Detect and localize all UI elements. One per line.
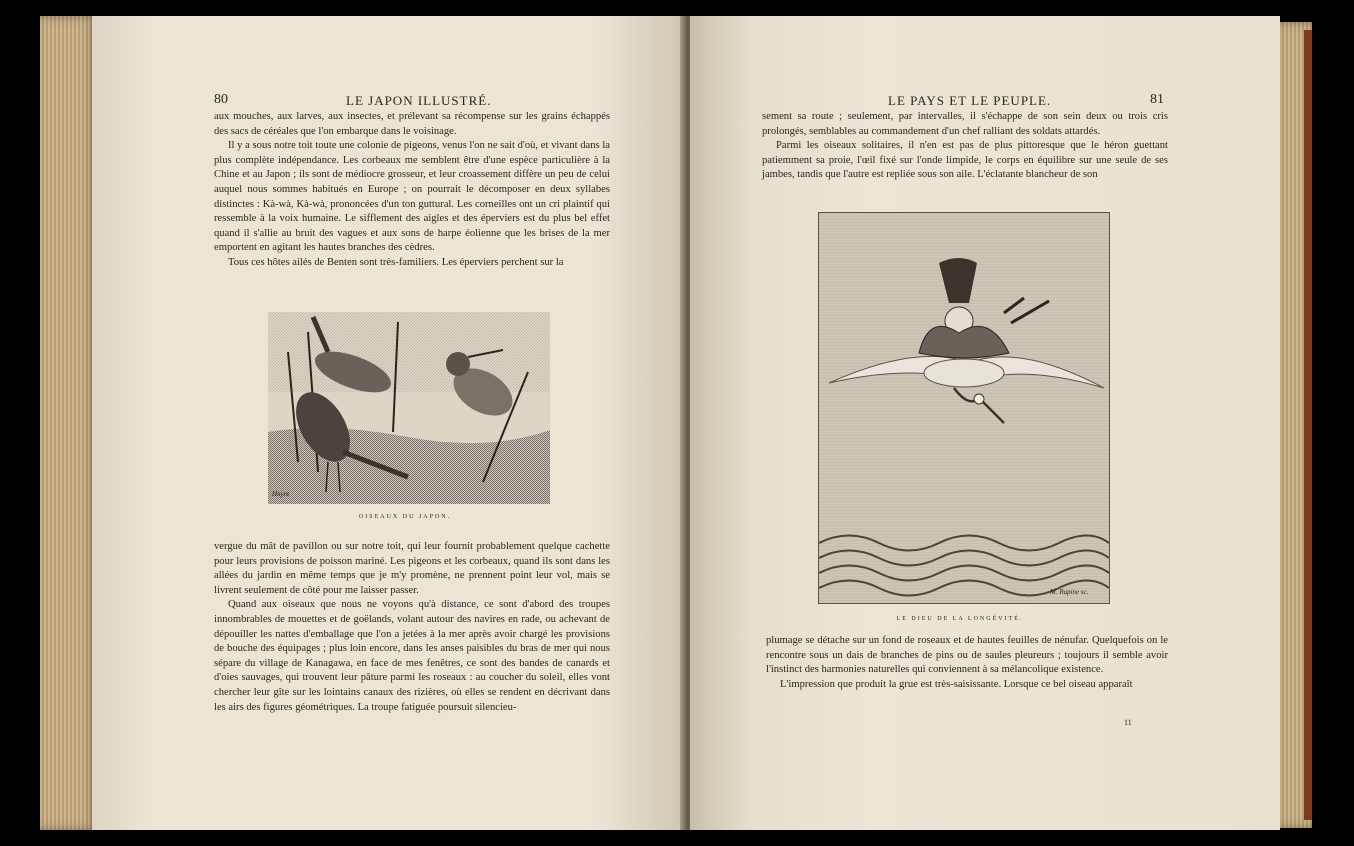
birds-caption: OISEAUX DU JAPON. bbox=[358, 514, 452, 520]
paragraph: sement sa route ; seulement, par intervalles, il s'échappe de son sein deux ou trois cris prolongés, semblables au commandement d'un chef ralliant des soldats attardés. bbox=[762, 111, 1168, 137]
longevity-caption: LE DIEU DE LA LONGÉVITÉ. bbox=[896, 616, 1024, 622]
left-running-head: LE JAPON ILLUSTRÉ. bbox=[346, 93, 492, 108]
paragraph: Tous ces hôtes ailés de Benten sont très-familiers. Les éperviers perchent sur la bbox=[228, 256, 564, 268]
paragraph: Parmi les oiseaux solitaires, il n'en est pas de plus pittoresque que le héron guettant patiemment sa proie, l'œil fixé sur l'onde limpide, le corps en équilibre sur une seule de ses jambes, tandis que l'autre est repliée sous son aile. L'éclatante blancheur de son bbox=[762, 140, 1168, 181]
left-text-top bbox=[214, 110, 610, 271]
longevity-engraving-signature: M. Rapine sc. bbox=[1050, 588, 1089, 596]
right-text-bottom bbox=[766, 634, 1168, 692]
paragraph: Il y a sous notre toit toute une colonie de pigeons, venus l'on ne sait d'où, et vivant dans la plus complète indépendance. Les corbeaux me semblent être d'une espèce particulière à la Chine et au Japon ; ils sont de médiocre grosseur, et leur croassement diffère un peu de celui auquel nous sommes habitués en Europe ; on pourrait le décomposer en deux syllabes distinctes : Kà-wà, Kà-wà, prononcées d'un ton guttural. Les corneilles ont un cri plaintif qui ressemble à la voix humaine. Le sifflement des aigles et des éperviers est du plus bel effet quand il s'allie au bruit des vagues et aux sons de harpe éolienne que les brises de la mer emportent en agitant les hautes branches des cèdres. bbox=[214, 140, 610, 254]
signature-mark: 11 bbox=[1124, 718, 1132, 727]
birds-engraving-art bbox=[268, 312, 550, 504]
longevity-god-art bbox=[819, 213, 1109, 603]
right-text-top bbox=[762, 110, 1168, 183]
paragraph: aux mouches, aux larves, aux insectes, et prélevant sa récompense sur les grains échappés des sacs de céréales que l'on embarque dans le voisinage. bbox=[214, 111, 610, 137]
right-running-head: LE PAYS ET LE PEUPLE. bbox=[888, 93, 1052, 108]
longevity-god-engraving bbox=[818, 212, 1110, 604]
birds-engraving bbox=[268, 312, 550, 504]
page-edges-left bbox=[40, 16, 98, 830]
paragraph: L'impression que produit la grue est très-saisissante. Lorsque ce bel oiseau apparaît bbox=[780, 678, 1133, 690]
paragraph: plumage se détache sur un fond de roseaux et de hautes feuilles de nénufar. Quelquefois on le rencontre sous un dais de branches de pins ou de saules pleureurs ; toujours il semble avoir l'instinct des harmonies naturelles qui conviennent à sa mélancolique existence. bbox=[766, 635, 1168, 676]
left-page-number: 80 bbox=[214, 92, 228, 107]
left-text-bottom bbox=[214, 540, 610, 715]
birds-engraving-signature: Huyot bbox=[272, 490, 290, 498]
paragraph: vergue du mât de pavillon ou sur notre toit, qui leur fournit probablement quelque cachette pour leurs provisions de poisson mariné. Les pigeons et les corbeaux, quand ils sont dans les allées du jardin en même temps que je m'y promène, ne prennent point leur vol, mais se livrent seulement de côté pour me laisser passer. bbox=[214, 541, 610, 596]
right-page-number: 81 bbox=[1150, 92, 1164, 107]
book-cover-right bbox=[1304, 30, 1312, 820]
paragraph: Quand aux oiseaux que nous ne voyons qu'à distance, ce sont d'abord des troupes innombrables de mouettes et de goëlands, volant autour des navires en rade, ou achevant de dépouiller les nattes d'emballage que l'on a jetées à la mer après avoir chargé les provisions de bouche des équipages ; plus loin encore, dans les anses paisibles du bras de mer qui nous sépare du village de Kanagawa, en face de mes fenêtres, ce sont des bandes de canards et d'oies sauvages, qui trouvent leur pâture parmi les roseaux : au coucher du soleil, elles vont chercher leur gîte sur les lointains canaux des rizières, où elles se rendent en décrivant dans les airs des figures géométriques. La troupe fatiguée poursuit silencieu- bbox=[214, 599, 610, 713]
